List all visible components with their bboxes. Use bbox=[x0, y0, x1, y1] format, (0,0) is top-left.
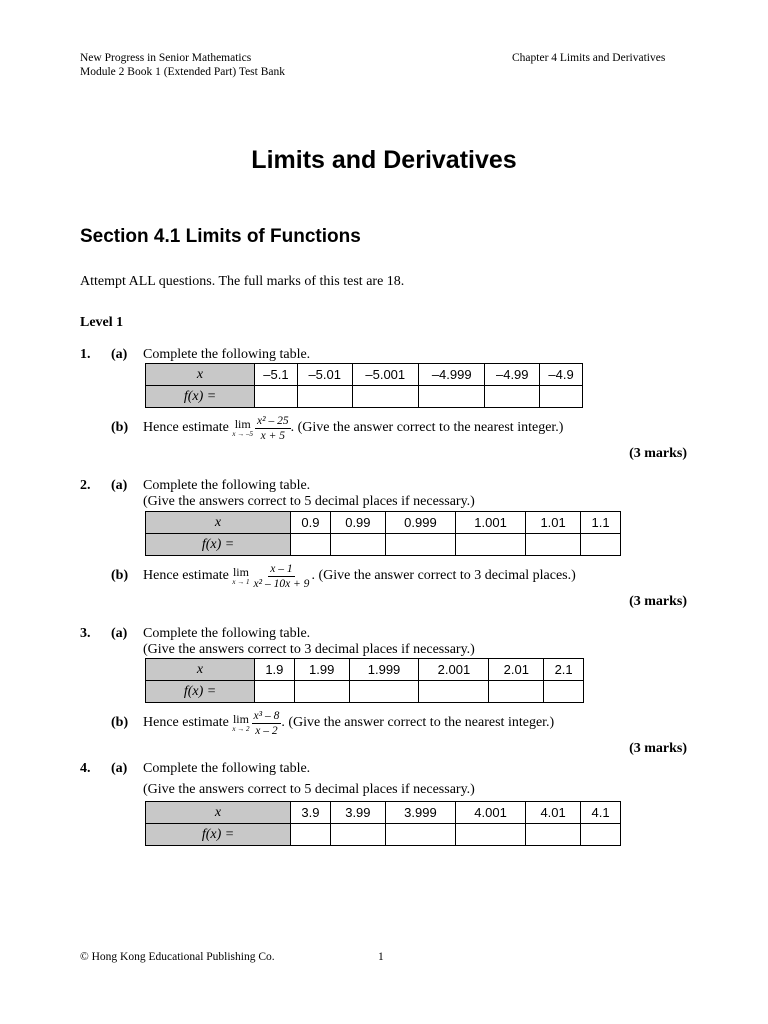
fx-label: f(x) = bbox=[146, 824, 291, 846]
q2-lim-sub: x → 1 bbox=[232, 578, 250, 586]
q3-marks: (3 marks) bbox=[629, 741, 687, 756]
footer-copyright: © Hong Kong Educational Publishing Co. bbox=[80, 951, 275, 963]
q1-answer-cell[interactable] bbox=[540, 386, 583, 408]
q1-x-row bbox=[146, 364, 583, 386]
header-module: Module 2 Book 1 (Extended Part) Test Bank bbox=[80, 66, 285, 78]
q3-limit bbox=[232, 713, 249, 733]
level-heading: Level 1 bbox=[80, 315, 124, 330]
q4-x-cell: 3.99 bbox=[330, 802, 385, 824]
q1-lim-sub: x → –5 bbox=[232, 430, 254, 438]
q1-x-cell: –4.99 bbox=[485, 364, 540, 386]
q3-x-row bbox=[146, 659, 584, 681]
q1-x-cell: –4.999 bbox=[418, 364, 484, 386]
q2-limit bbox=[232, 566, 249, 586]
q2-x-cell: 1.001 bbox=[455, 512, 525, 534]
q3a-note: (Give the answers correct to 3 decimal places if necessary.) bbox=[143, 642, 475, 657]
q4-x-cell: 4.001 bbox=[455, 802, 525, 824]
q1-answer-cell[interactable] bbox=[485, 386, 540, 408]
q4-x-row bbox=[146, 802, 621, 824]
q3-x-cell: 2.1 bbox=[544, 659, 584, 681]
q1-table bbox=[145, 363, 583, 408]
q2-table bbox=[145, 511, 621, 556]
q1a-text: Complete the following table. bbox=[143, 347, 311, 362]
q1-answer-cell[interactable] bbox=[418, 386, 484, 408]
q1b-prefix: Hence estimate bbox=[143, 420, 229, 435]
q1-x-cell: –5.1 bbox=[255, 364, 298, 386]
q3a-label: (a) bbox=[111, 626, 128, 641]
page-number: 1 bbox=[378, 951, 384, 963]
q2-lim-word: lim bbox=[232, 565, 249, 579]
q4-fx-row bbox=[146, 824, 621, 846]
q2-x-row bbox=[146, 512, 621, 534]
q4-x-cell: 3.999 bbox=[385, 802, 455, 824]
q3-lim-sub: x → 2 bbox=[232, 725, 250, 733]
q3-x-cell: 1.999 bbox=[349, 659, 419, 681]
q2-answer-cell[interactable] bbox=[581, 534, 621, 556]
q1-answer-cell[interactable] bbox=[255, 386, 298, 408]
q1-lim-word: lim bbox=[234, 417, 251, 431]
q3b-text bbox=[143, 706, 554, 740]
q3-answer-cell[interactable] bbox=[294, 681, 349, 703]
q4a-label: (a) bbox=[111, 761, 128, 776]
q1-x-cell: –5.01 bbox=[297, 364, 352, 386]
q2-number: 2. bbox=[80, 478, 91, 493]
q4-x-cell: 4.1 bbox=[581, 802, 621, 824]
q2a-text: Complete the following table. bbox=[143, 478, 311, 493]
q2-x-cell: 0.9 bbox=[291, 512, 331, 534]
q3-x-cell: 2.01 bbox=[489, 659, 544, 681]
q4-table bbox=[145, 801, 621, 846]
x-label: x bbox=[146, 364, 255, 386]
q1-fx-row bbox=[146, 386, 583, 408]
fx-label: f(x) = bbox=[146, 386, 255, 408]
q4-answer-cell[interactable] bbox=[526, 824, 581, 846]
x-label: x bbox=[146, 802, 291, 824]
fx-label: f(x) = bbox=[146, 681, 255, 703]
q1-marks: (3 marks) bbox=[629, 446, 687, 461]
q1-denominator: x + 5 bbox=[260, 429, 285, 442]
x-label: x bbox=[146, 659, 255, 681]
q2-denominator: x² – 10x + 9 bbox=[253, 577, 310, 590]
q2-fraction bbox=[252, 563, 312, 590]
q1-x-cell: –4.9 bbox=[540, 364, 583, 386]
q3-answer-cell[interactable] bbox=[544, 681, 584, 703]
q1-limit bbox=[232, 418, 253, 438]
q2-x-cell: 1.01 bbox=[526, 512, 581, 534]
header-chapter: Chapter 4 Limits and Derivatives bbox=[512, 52, 666, 64]
q1-answer-cell[interactable] bbox=[352, 386, 418, 408]
section-heading: Section 4.1 Limits of Functions bbox=[80, 226, 361, 247]
q3-fraction bbox=[252, 710, 282, 737]
q3b-suffix: . (Give the answer correct to the nearest integer.) bbox=[281, 715, 555, 730]
q1-answer-cell[interactable] bbox=[297, 386, 352, 408]
q3-answer-cell[interactable] bbox=[419, 681, 489, 703]
fx-label: f(x) = bbox=[146, 534, 291, 556]
instructions: Attempt ALL questions. The full marks of this test are 18. bbox=[80, 274, 405, 289]
q2b-prefix: Hence estimate bbox=[143, 568, 229, 583]
q1b-suffix: . (Give the answer correct to the nearest integer.) bbox=[290, 420, 564, 435]
q4-answer-cell[interactable] bbox=[291, 824, 331, 846]
q3-answer-cell[interactable] bbox=[255, 681, 295, 703]
q2a-note: (Give the answers correct to 5 decimal places if necessary.) bbox=[143, 494, 475, 509]
header-book-title: New Progress in Senior Mathematics bbox=[80, 52, 252, 64]
q2b-text bbox=[143, 559, 576, 593]
q3-answer-cell[interactable] bbox=[349, 681, 419, 703]
q4-answer-cell[interactable] bbox=[385, 824, 455, 846]
q2-answer-cell[interactable] bbox=[291, 534, 331, 556]
q3-table bbox=[145, 658, 584, 703]
q3-denominator: x – 2 bbox=[255, 724, 278, 737]
q4-answer-cell[interactable] bbox=[455, 824, 525, 846]
q1-number: 1. bbox=[80, 347, 91, 362]
x-label: x bbox=[146, 512, 291, 534]
header-left bbox=[80, 51, 285, 79]
page-title: Limits and Derivatives bbox=[251, 146, 517, 174]
q1-x-cell: –5.001 bbox=[352, 364, 418, 386]
q4-number: 4. bbox=[80, 761, 91, 776]
q3a-text: Complete the following table. bbox=[143, 626, 311, 641]
q1b-label: (b) bbox=[111, 420, 129, 435]
q3-x-cell: 2.001 bbox=[419, 659, 489, 681]
q1b-text bbox=[143, 411, 563, 445]
q3b-prefix: Hence estimate bbox=[143, 715, 229, 730]
q2-x-cell: 1.1 bbox=[581, 512, 621, 534]
q4-x-cell: 3.9 bbox=[291, 802, 331, 824]
q3-x-cell: 1.99 bbox=[294, 659, 349, 681]
q1a-label: (a) bbox=[111, 347, 128, 362]
q2-marks: (3 marks) bbox=[629, 594, 687, 609]
q2-answer-cell[interactable] bbox=[385, 534, 455, 556]
q2a-label: (a) bbox=[111, 478, 128, 493]
q2-answer-cell[interactable] bbox=[526, 534, 581, 556]
q4-answer-cell[interactable] bbox=[330, 824, 385, 846]
q2-fx-row bbox=[146, 534, 621, 556]
q3-number: 3. bbox=[80, 626, 91, 641]
q4-x-cell: 4.01 bbox=[526, 802, 581, 824]
q2-x-cell: 0.999 bbox=[385, 512, 455, 534]
q3-fx-row bbox=[146, 681, 584, 703]
q2-numerator: x – 1 bbox=[270, 562, 293, 575]
q2-answer-cell[interactable] bbox=[330, 534, 385, 556]
q2b-suffix: . (Give the answer correct to 3 decimal places.) bbox=[311, 568, 576, 583]
q4a-note: (Give the answers correct to 5 decimal places if necessary.) bbox=[143, 782, 475, 797]
q3-lim-word: lim bbox=[232, 712, 249, 726]
q3-answer-cell[interactable] bbox=[489, 681, 544, 703]
q3-numerator: x³ – 8 bbox=[253, 709, 280, 722]
q2-answer-cell[interactable] bbox=[455, 534, 525, 556]
q3-x-cell: 1.9 bbox=[255, 659, 295, 681]
q4-answer-cell[interactable] bbox=[581, 824, 621, 846]
q2-x-cell: 0.99 bbox=[330, 512, 385, 534]
q3b-label: (b) bbox=[111, 715, 129, 730]
q2b-label: (b) bbox=[111, 568, 129, 583]
q4a-text: Complete the following table. bbox=[143, 761, 311, 776]
q1-numerator: x² – 25 bbox=[257, 414, 289, 427]
q1-fraction bbox=[255, 415, 291, 442]
